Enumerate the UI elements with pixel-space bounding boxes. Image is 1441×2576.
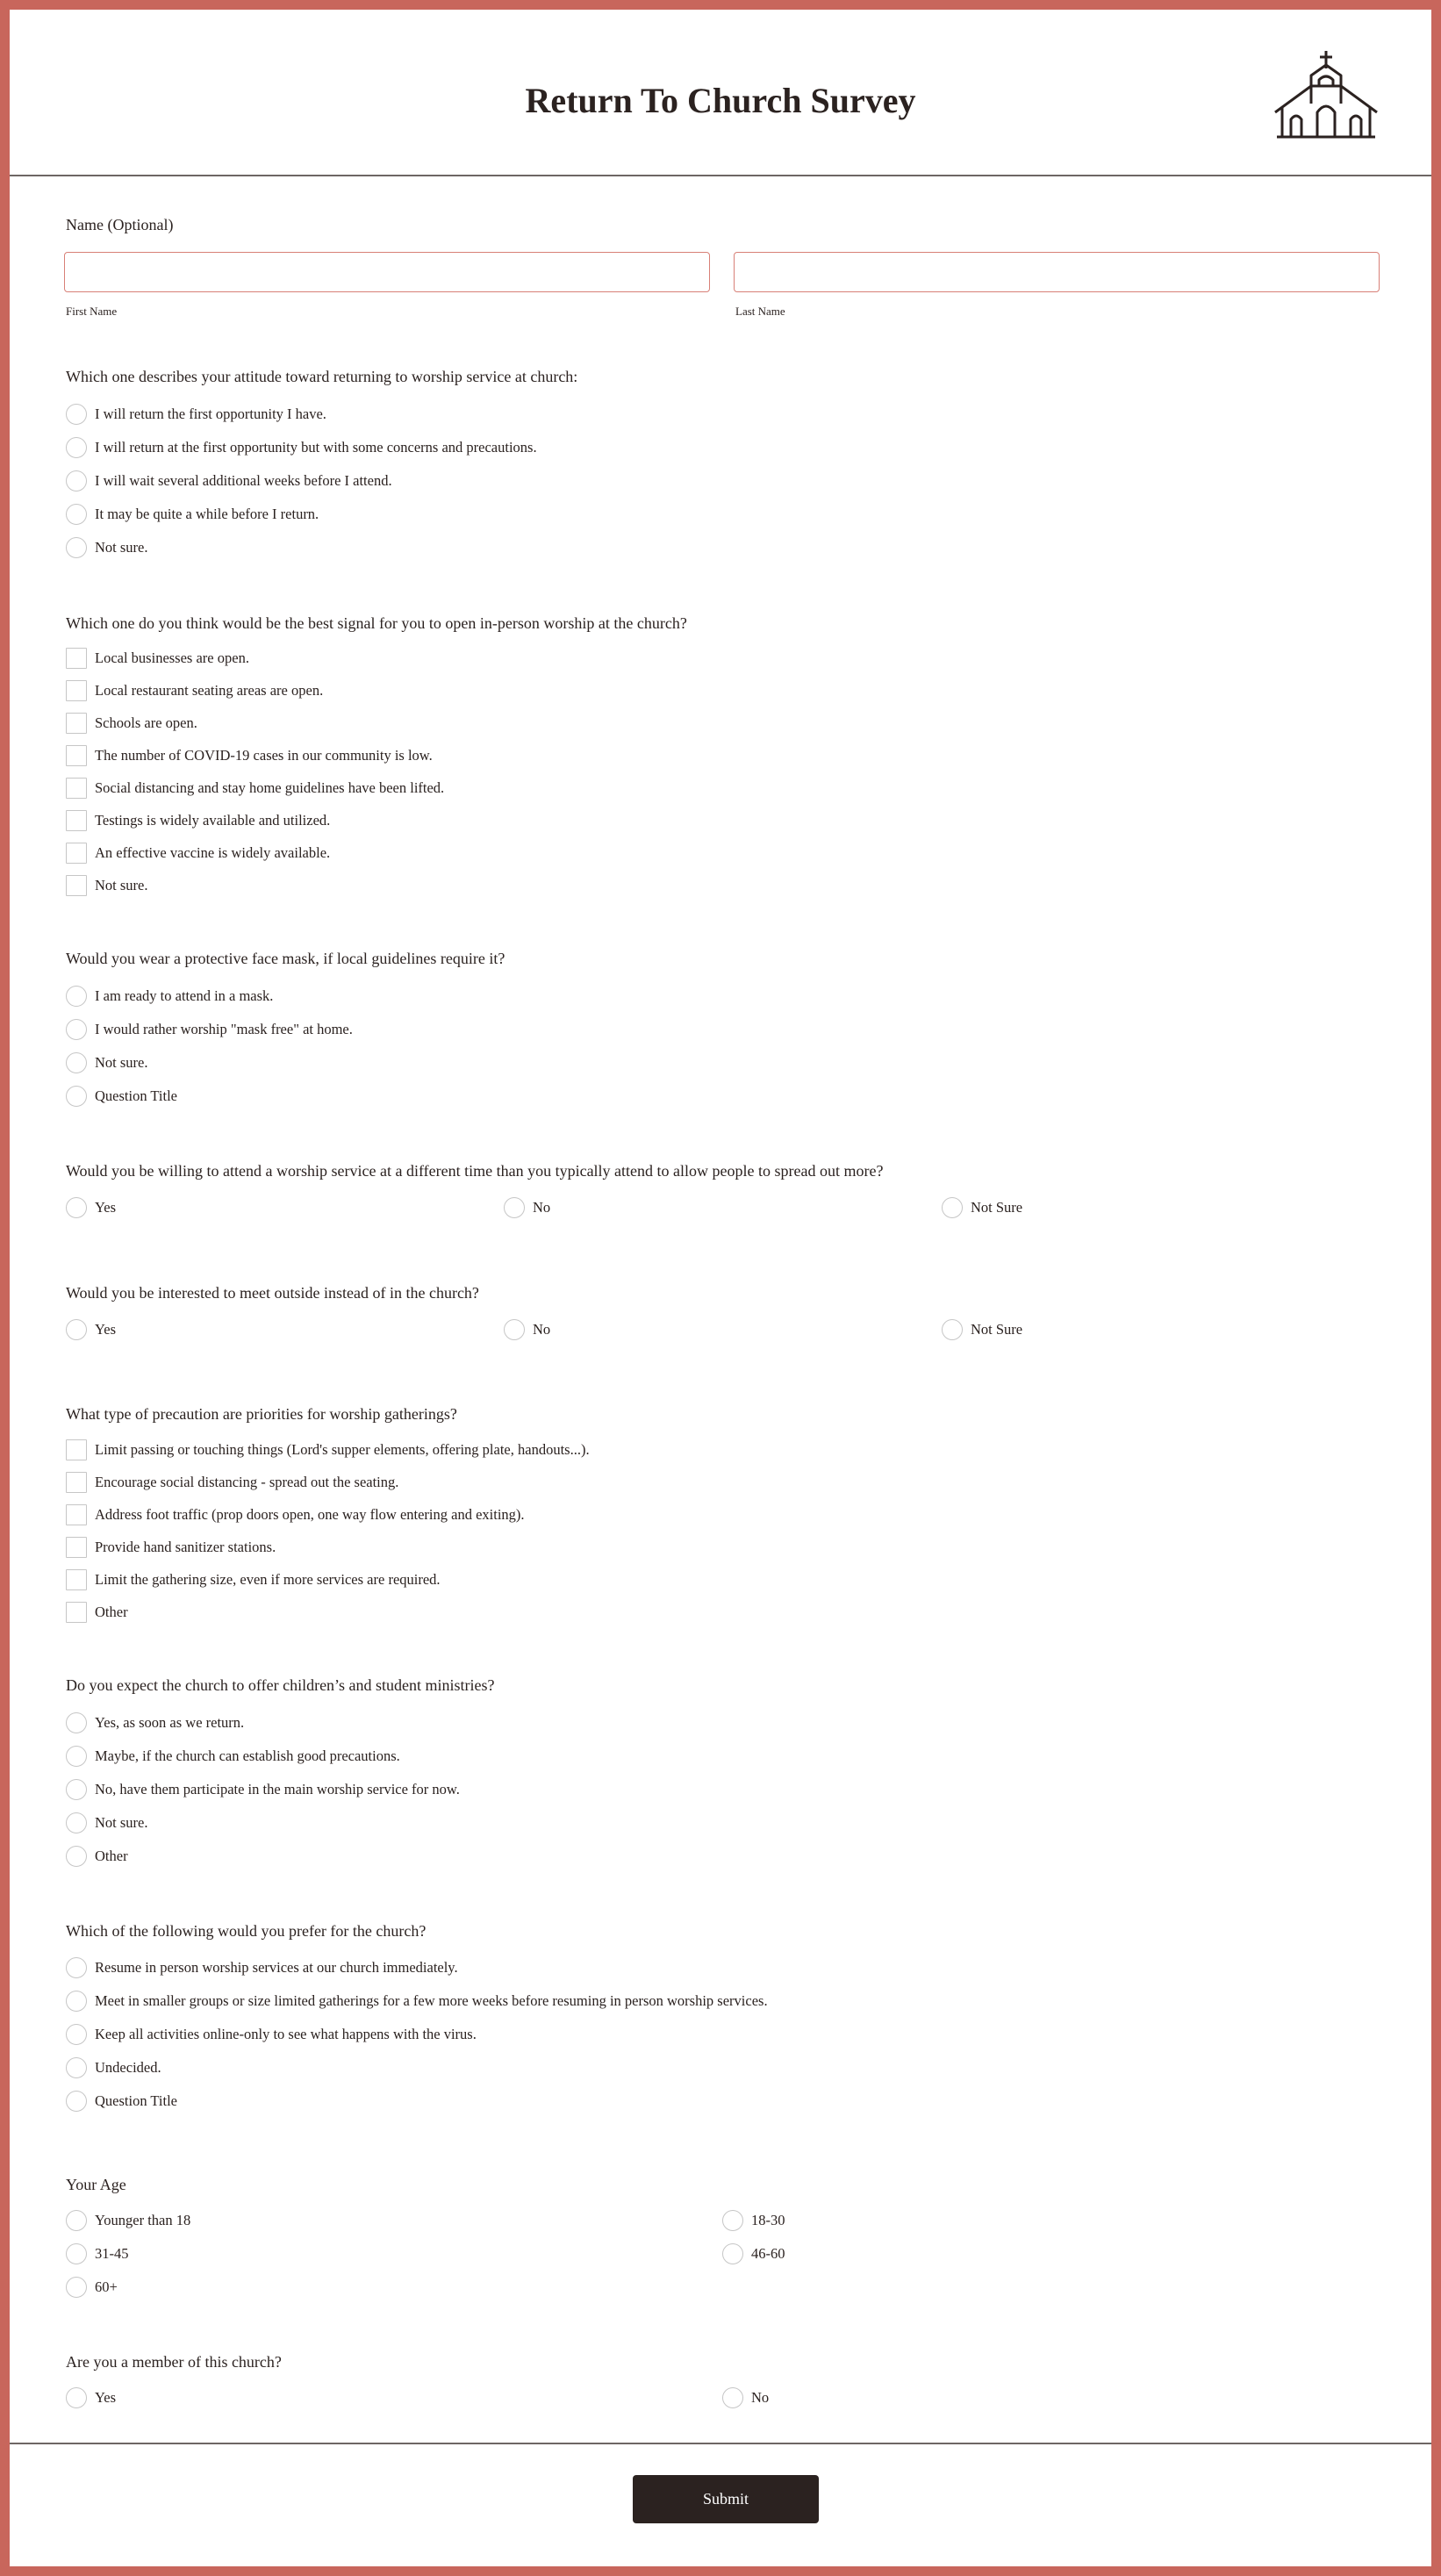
radio-option[interactable]	[66, 1195, 116, 1221]
radio-circle[interactable]	[66, 1019, 87, 1040]
radio-circle[interactable]	[66, 986, 87, 1007]
radio-option[interactable]	[66, 2241, 129, 2267]
option-label: Limit passing or touching things (Lord's supper elements, offering plate, handouts...).	[95, 1441, 590, 1458]
radio-option[interactable]	[722, 2385, 769, 2411]
radio-option[interactable]	[504, 1195, 550, 1221]
option-label: Testings is widely available and utilized.	[95, 812, 331, 829]
checkbox[interactable]	[66, 745, 87, 766]
radio-option[interactable]	[66, 1776, 460, 1803]
radio-circle[interactable]	[722, 2210, 743, 2231]
radio-option[interactable]	[722, 2241, 785, 2267]
radio-circle[interactable]	[66, 1712, 87, 1733]
checkbox-option[interactable]	[66, 1469, 398, 1496]
option-label: Maybe, if the church can establish good precautions.	[95, 1747, 400, 1764]
radio-circle[interactable]	[942, 1197, 963, 1218]
radio-option[interactable]	[66, 434, 537, 461]
option-label: Yes	[95, 1199, 117, 1216]
checkbox[interactable]	[66, 875, 87, 896]
radio-circle[interactable]	[722, 2387, 743, 2408]
question-meet-outside: Would you be interested to meet outside instead of in the church?	[66, 1284, 479, 1302]
radio-circle[interactable]	[722, 2243, 743, 2264]
radio-circle[interactable]	[66, 1746, 87, 1767]
radio-option[interactable]	[66, 1955, 458, 1981]
radio-circle[interactable]	[66, 1957, 87, 1978]
checkbox[interactable]	[66, 680, 87, 701]
radio-circle[interactable]	[66, 404, 87, 425]
radio-option[interactable]	[66, 1810, 148, 1836]
checkbox[interactable]	[66, 1472, 87, 1493]
checkbox-option[interactable]	[66, 743, 433, 769]
radio-circle[interactable]	[66, 2210, 87, 2231]
radio-option[interactable]	[66, 2274, 118, 2300]
option-label: Resume in person worship services at our church immediately.	[95, 1959, 458, 1976]
radio-option[interactable]	[66, 1988, 768, 2014]
radio-circle[interactable]	[942, 1319, 963, 1340]
radio-option[interactable]	[66, 983, 273, 1009]
checkbox[interactable]	[66, 1602, 87, 1623]
option-label: Question Title	[95, 2092, 177, 2109]
option-label: Schools are open.	[95, 714, 197, 731]
radio-option[interactable]	[66, 2207, 190, 2234]
option-label: I will wait several additional weeks before I attend.	[95, 472, 392, 489]
checkbox-option[interactable]	[66, 1502, 525, 1528]
radio-circle[interactable]	[66, 504, 87, 525]
radio-option[interactable]	[66, 1743, 400, 1769]
checkbox-option[interactable]	[66, 840, 330, 866]
option-label: 60+	[95, 2278, 118, 2295]
radio-option[interactable]	[66, 2055, 161, 2081]
checkbox-option[interactable]	[66, 1534, 276, 1561]
option-label: Meet in smaller groups or size limited gatherings for a few more weeks before resuming in person worship services.	[95, 1992, 768, 2009]
option-label: Not Sure	[971, 1199, 1023, 1216]
radio-option[interactable]	[66, 1050, 148, 1076]
checkbox-option[interactable]	[66, 710, 197, 736]
option-label: No	[533, 1199, 551, 1216]
radio-option[interactable]	[942, 1317, 1022, 1343]
checkbox-option[interactable]	[66, 807, 330, 834]
first-name-input[interactable]	[64, 252, 710, 292]
checkbox[interactable]	[66, 1439, 87, 1460]
checkbox-option[interactable]	[66, 645, 249, 671]
form-title: Return To Church Survey	[525, 81, 916, 120]
checkbox[interactable]	[66, 778, 87, 799]
checkbox-option[interactable]	[66, 1567, 441, 1593]
option-label: Address foot traffic (prop doors open, one way flow entering and exiting).	[95, 1506, 525, 1523]
option-label: The number of COVID-19 cases in our community is low.	[95, 747, 433, 764]
option-label: Limit the gathering size, even if more services are required.	[95, 1571, 441, 1588]
submit-button[interactable]: Submit	[633, 2475, 819, 2523]
radio-circle[interactable]	[66, 470, 87, 492]
option-label: Social distancing and stay home guidelines have been lifted.	[95, 779, 445, 796]
radio-option[interactable]	[66, 2385, 116, 2411]
option-label: Younger than 18	[95, 2212, 191, 2228]
checkbox-option[interactable]	[66, 775, 444, 801]
radio-circle[interactable]	[66, 1319, 87, 1340]
option-label: Other	[95, 1604, 128, 1620]
question-different-time: Would you be willing to attend a worship service at a different time than you typically attend to allow people to spread out more?	[66, 1162, 884, 1180]
last-name-sublabel: Last Name	[735, 305, 785, 318]
radio-option[interactable]	[66, 1317, 116, 1343]
option-label: I am ready to attend in a mask.	[95, 987, 274, 1004]
radio-circle[interactable]	[66, 2243, 87, 2264]
checkbox[interactable]	[66, 810, 87, 831]
checkbox[interactable]	[66, 648, 87, 669]
radio-option[interactable]	[504, 1317, 550, 1343]
checkbox[interactable]	[66, 713, 87, 734]
option-label: Yes	[95, 2389, 117, 2406]
radio-option[interactable]	[66, 535, 148, 561]
option-label: An effective vaccine is widely available.	[95, 844, 331, 861]
option-label: No	[533, 1321, 551, 1338]
option-label: Not sure.	[95, 1054, 148, 1071]
question-precautions: What type of precaution are priorities for worship gatherings?	[66, 1405, 457, 1423]
option-label: I will return the first opportunity I have.	[95, 405, 326, 422]
radio-option[interactable]	[942, 1195, 1022, 1221]
question-children-ministries: Do you expect the church to offer children’s and student ministries?	[66, 1676, 495, 1694]
radio-circle[interactable]	[66, 537, 87, 558]
option-label: Not sure.	[95, 877, 148, 893]
option-label: Yes, as soon as we return.	[95, 1714, 245, 1731]
radio-circle[interactable]	[66, 2091, 87, 2112]
first-name-sublabel: First Name	[66, 305, 118, 318]
checkbox-option[interactable]	[66, 1437, 590, 1463]
question-church-preference: Which of the following would you prefer for the church?	[66, 1922, 427, 1940]
option-label: Yes	[95, 1321, 117, 1338]
form-header	[10, 10, 1431, 176]
option-label: Other	[95, 1848, 128, 1864]
radio-option[interactable]	[66, 1843, 128, 1869]
checkbox-option[interactable]	[66, 1599, 128, 1625]
option-label: Local businesses are open.	[95, 649, 249, 666]
option-label: I would rather worship "mask free" at home.	[95, 1021, 353, 1037]
radio-option[interactable]	[66, 1083, 177, 1109]
question-signal: Which one do you think would be the best signal for you to open in-person worship at the church?	[66, 614, 687, 632]
radio-option[interactable]	[66, 1016, 353, 1043]
radio-circle[interactable]	[66, 1991, 87, 2012]
checkbox[interactable]	[66, 1537, 87, 1558]
radio-option[interactable]	[66, 2021, 477, 2048]
radio-option[interactable]	[722, 2207, 785, 2234]
radio-option[interactable]	[66, 401, 326, 427]
question-age: Your Age	[66, 2176, 126, 2193]
radio-option[interactable]	[66, 501, 319, 527]
option-label: 18-30	[751, 2212, 785, 2228]
checkbox-option[interactable]	[66, 872, 148, 899]
radio-circle[interactable]	[66, 1052, 87, 1073]
radio-circle[interactable]	[66, 1812, 87, 1833]
form-container	[10, 10, 1431, 2566]
radio-circle[interactable]	[66, 2057, 87, 2078]
radio-circle[interactable]	[66, 2277, 87, 2298]
radio-circle[interactable]	[504, 1319, 525, 1340]
name-label: Name (Optional)	[66, 216, 174, 233]
radio-circle[interactable]	[504, 1197, 525, 1218]
option-label: 46-60	[751, 2245, 785, 2262]
option-label: Not sure.	[95, 1814, 148, 1831]
option-label: Question Title	[95, 1087, 177, 1104]
option-label: No	[751, 2389, 770, 2406]
option-label: Not Sure	[971, 1321, 1023, 1338]
radio-circle[interactable]	[66, 2387, 87, 2408]
question-face-mask: Would you wear a protective face mask, if local guidelines require it?	[66, 950, 505, 967]
option-label: Not sure.	[95, 539, 148, 556]
checkbox-option[interactable]	[66, 678, 323, 704]
radio-circle[interactable]	[66, 1197, 87, 1218]
option-label: I will return at the first opportunity but with some concerns and precautions.	[95, 439, 537, 456]
option-label: 31-45	[95, 2245, 129, 2262]
radio-circle[interactable]	[66, 2024, 87, 2045]
radio-option[interactable]	[66, 468, 392, 494]
option-label: Local restaurant seating areas are open.	[95, 682, 324, 699]
radio-circle[interactable]	[66, 1779, 87, 1800]
radio-circle[interactable]	[66, 437, 87, 458]
option-label: Provide hand sanitizer stations.	[95, 1539, 276, 1555]
radio-circle[interactable]	[66, 1086, 87, 1107]
question-member: Are you a member of this church?	[66, 2353, 282, 2371]
option-label: Keep all activities online-only to see what happens with the virus.	[95, 2026, 477, 2042]
checkbox[interactable]	[66, 1504, 87, 1525]
last-name-input[interactable]	[734, 252, 1380, 292]
church-icon	[1273, 49, 1379, 146]
option-label: No, have them participate in the main worship service for now.	[95, 1781, 460, 1797]
radio-option[interactable]	[66, 1710, 244, 1736]
form-footer	[10, 2443, 1431, 2566]
question-attitude: Which one describes your attitude toward returning to worship service at church:	[66, 368, 578, 385]
radio-circle[interactable]	[66, 1846, 87, 1867]
option-label: It may be quite a while before I return.	[95, 506, 319, 522]
checkbox[interactable]	[66, 843, 87, 864]
checkbox[interactable]	[66, 1569, 87, 1590]
option-label: Undecided.	[95, 2059, 161, 2076]
radio-option[interactable]	[66, 2088, 177, 2114]
option-label: Encourage social distancing - spread out the seating.	[95, 1474, 399, 1490]
